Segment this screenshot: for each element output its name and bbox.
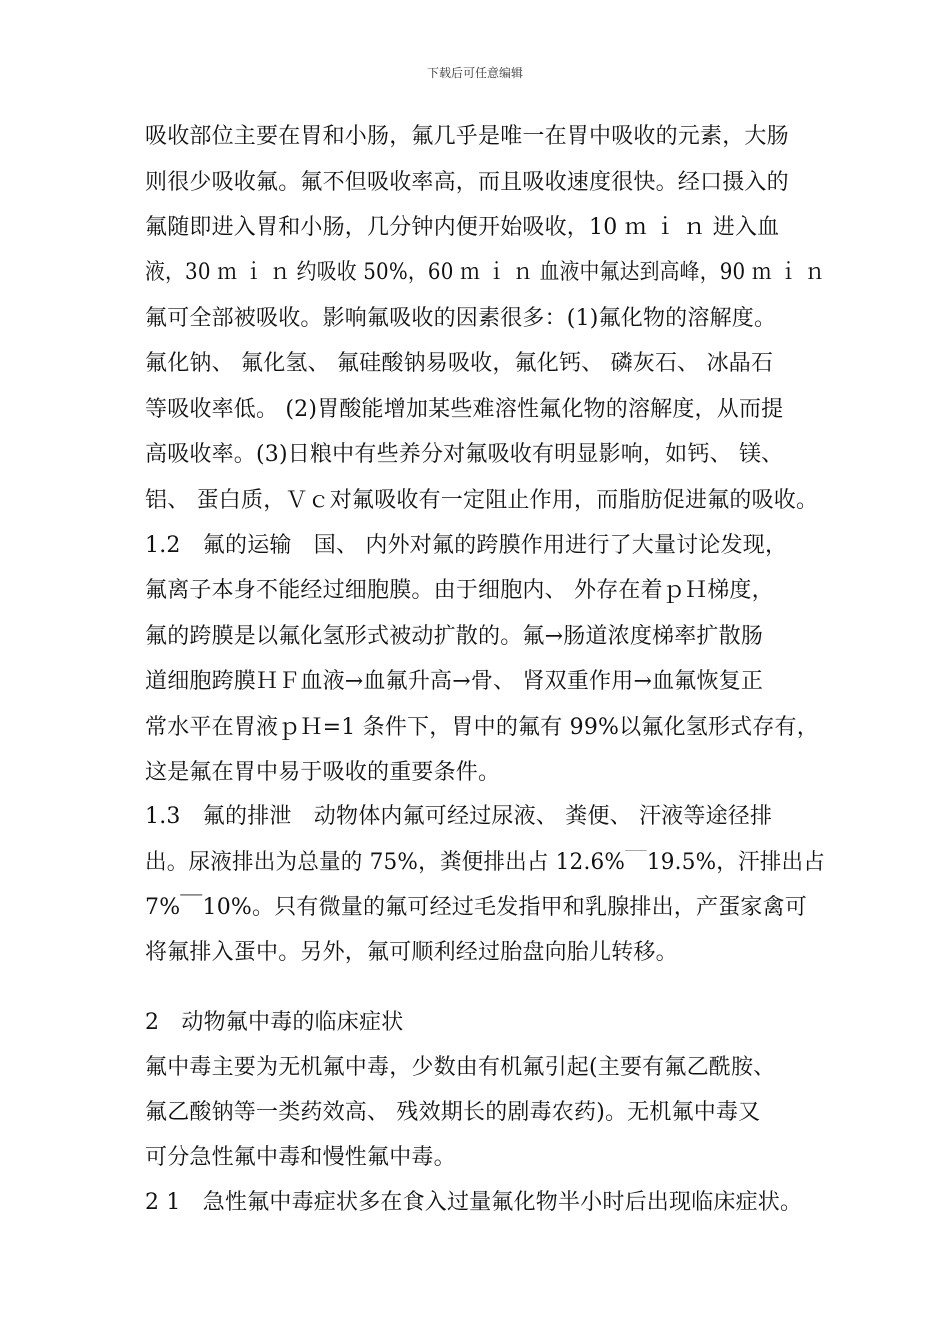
text-line: 氟随即进入胃和小肠，几分钟内便开始吸收，10 ｍ ｉ ｎ 进入血 bbox=[145, 215, 780, 240]
text-line: 高吸收率。(3)日粮中有些养分对氟吸收有明显影响，如钙、 镁、 bbox=[145, 442, 784, 467]
text-line: 出。尿液排出为总量的 75%，粪便排出占 12.6%￣19.5%，汗排出占 bbox=[145, 850, 826, 875]
text-line: 氟乙酸钠等一类药效高、 残效期长的剧毒农药)。无机氟中毒又 bbox=[145, 1100, 761, 1125]
text-line: 铝、 蛋白质，Ｖｃ对氟吸收有一定阻止作用，而脂肪促进氟的吸收。 bbox=[145, 488, 819, 513]
text-line: 常水平在胃液ｐＨ=1 条件下，胃中的氟有 99%以氟化氢形式存有， bbox=[145, 715, 819, 740]
text-line: 1.2 氟的运输 国、 内外对氟的跨膜作用进行了大量讨论发现， bbox=[145, 533, 788, 558]
text-line: 则很少吸收氟。氟不但吸收率高，而且吸收速度很快。经口摄入的 bbox=[145, 170, 789, 195]
text-line: 氟可全部被吸收。影响氟吸收的因素很多：(1)氟化物的溶解度。 bbox=[145, 306, 777, 331]
text-line: 2 1 急性氟中毒症状多在食入过量氟化物半小时后出现临床症状。 bbox=[145, 1190, 803, 1215]
page-header: 下载后可任意编辑 bbox=[426, 66, 523, 80]
text-line: 1.3 氟的排泄 动物体内氟可经过尿液、 粪便、 汗液等途径排 bbox=[145, 804, 773, 829]
text-line: 氟化钠、 氟化氢、 氟硅酸钠易吸收，氟化钙、 磷灰石、 冰晶石 bbox=[145, 351, 774, 376]
text-line: 氟离子本身不能经过细胞膜。由于细胞内、 外存在着ｐＨ梯度， bbox=[145, 578, 774, 603]
text-line: 7%￣10%。只有微量的氟可经过毛发指甲和乳腺排出，产蛋家禽可 bbox=[145, 895, 808, 920]
section-heading: 2 动物氟中毒的临床症状 bbox=[145, 1010, 404, 1035]
text-line: 等吸收率低。 (2)胃酸能增加某些难溶性氟化物的溶解度，从而提 bbox=[145, 397, 784, 422]
text-line: 这是氟在胃中易于吸收的重要条件。 bbox=[145, 760, 501, 785]
text-line: 吸收部位主要在胃和小肠，氟几乎是唯一在胃中吸收的元素，大肠 bbox=[145, 124, 789, 149]
text-line: 将氟排入蛋中。另外，氟可顺利经过胎盘向胎儿转移。 bbox=[145, 940, 678, 965]
text-line: 道细胞跨膜ＨＦ血液→血氟升高→骨、 肾双重作用→血氟恢复正 bbox=[145, 669, 764, 694]
text-line: 氟的跨膜是以氟化氢形式被动扩散的。氟→肠道浓度梯率扩散肠 bbox=[145, 624, 764, 649]
text-line: 氟中毒主要为无机氟中毒，少数由有机氟引起(主要有氟乙酰胺、 bbox=[145, 1055, 776, 1080]
text-line: 液，30 ｍ ｉ ｎ 约吸收 50%，60 ｍ ｉ ｎ 血液中氟达到高峰，90 ｍ ｉ ｎ bbox=[145, 260, 825, 285]
text-line: 可分急性氟中毒和慢性氟中毒。 bbox=[145, 1145, 456, 1170]
